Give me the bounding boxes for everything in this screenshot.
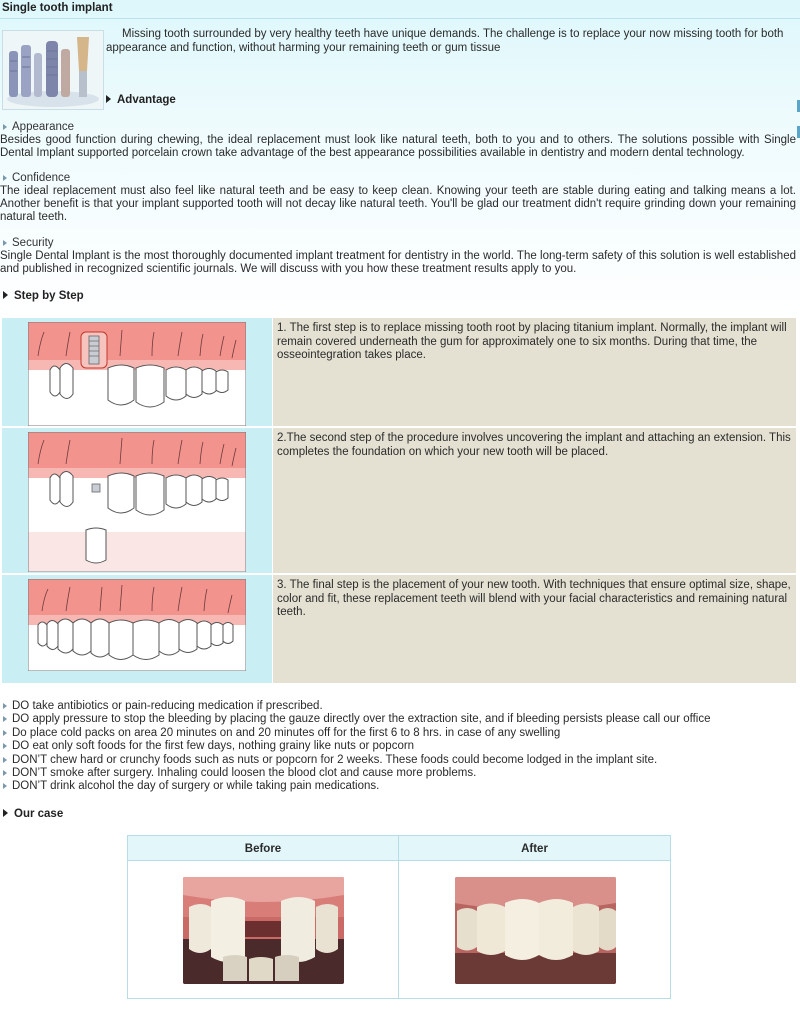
page-title: Single tooth implant bbox=[2, 2, 113, 14]
triangle-bullet-icon bbox=[106, 95, 111, 103]
triangle-bullet-icon bbox=[3, 716, 7, 722]
step-3-text: 3. The final step is the placement of your new tooth. With techniques that ensure optimal size, shape, color and fit, these replacement teeth will blend with your facial characteristics and remaining natural teeth. bbox=[273, 575, 796, 683]
list-item: DON’T chew hard or crunchy foods such as nuts or popcorn for 2 weeks. These foods could become lodged in the implant site. bbox=[3, 754, 711, 767]
before-after-table bbox=[127, 835, 671, 999]
implant-thumbnail bbox=[2, 30, 104, 110]
implant-illustration-icon bbox=[3, 31, 103, 109]
security-text: Single Dental Implant is the most thoroughly documented implant treatment for dentistry in the world. The long-term safety of this solution is well established and published in recognized scientific journals. We will discuss with you how these treatment results apply to you. bbox=[0, 250, 796, 276]
step-2-image bbox=[2, 428, 272, 573]
list-item: DON’T drink alcohol the day of surgery or while taking pain medications. bbox=[3, 780, 711, 793]
step-1-image bbox=[2, 318, 272, 426]
triangle-bullet-icon bbox=[3, 240, 7, 246]
triangle-bullet-icon bbox=[3, 757, 7, 763]
triangle-bullet-icon bbox=[3, 809, 8, 817]
triangle-bullet-icon bbox=[3, 703, 7, 709]
before-photo bbox=[183, 877, 344, 984]
after-photo bbox=[455, 877, 616, 984]
step-1-text: 1. The first step is to replace missing tooth root by placing titanium implant. Normally, the implant will remain covered underneath the gum for approximately one to six months. During that time, the osseointegration takes place. bbox=[273, 318, 796, 426]
before-column-header: Before bbox=[128, 836, 398, 861]
step-row-2 bbox=[2, 428, 797, 573]
after-column-header: After bbox=[399, 836, 670, 861]
security-heading: Security bbox=[3, 237, 54, 249]
appearance-text: Besides good function during chewing, the ideal replacement must look like natural teeth, both to you and to others. The solutions possible with Single Dental Implant supported porcelain crown take advantage of the best appearance possibilities available in dentistry and modern dental technology. bbox=[0, 134, 796, 160]
triangle-bullet-icon bbox=[3, 730, 7, 736]
triangle-bullet-icon bbox=[3, 175, 7, 181]
tooth-extension-diagram-icon bbox=[28, 432, 246, 572]
step-3-image bbox=[2, 575, 272, 683]
step-row-3 bbox=[2, 575, 797, 683]
triangle-bullet-icon bbox=[3, 770, 7, 776]
tooth-crown-diagram-icon bbox=[28, 579, 246, 671]
advantage-heading: Advantage bbox=[106, 94, 176, 106]
column-divider bbox=[398, 836, 399, 998]
our-case-heading: Our case bbox=[3, 808, 63, 820]
step-by-step-heading: Step by Step bbox=[3, 290, 84, 302]
triangle-bullet-icon bbox=[3, 124, 7, 130]
appearance-heading: Appearance bbox=[3, 121, 74, 133]
list-item: DO apply pressure to stop the bleeding by placing the gauze directly over the extraction site, and if bleeding persists please call our office bbox=[3, 713, 711, 726]
triangle-bullet-icon bbox=[3, 783, 7, 789]
step-2-text: 2.The second step of the procedure involves uncovering the implant and attaching an extension. This completes the foundation on which your new tooth will be placed. bbox=[273, 428, 796, 573]
title-bar bbox=[0, 0, 800, 19]
after-teeth-photo-icon bbox=[455, 877, 616, 984]
list-item: DON’T smoke after surgery. Inhaling could loosen the blood clot and cause more problems. bbox=[3, 767, 711, 780]
tooth-implant-diagram-icon bbox=[28, 322, 246, 426]
triangle-bullet-icon bbox=[3, 291, 8, 299]
list-item: DO eat only soft foods for the first few days, nothing grainy like nuts or popcorn bbox=[3, 740, 711, 753]
confidence-heading: Confidence bbox=[3, 172, 70, 184]
intro-text: Missing tooth surrounded by very healthy teeth have unique demands. The challenge is to replace your now missing tooth for both appearance and function, without harming your remaining teeth or gum tissue bbox=[106, 28, 784, 54]
triangle-bullet-icon bbox=[3, 743, 7, 749]
list-item: DO take antibiotics or pain-reducing medication if prescribed. bbox=[3, 700, 711, 713]
before-teeth-photo-icon bbox=[183, 877, 344, 984]
list-item: Do place cold packs on area 20 minutes on and 20 minutes off for the first 6 to 8 hrs. in case of any swelling bbox=[3, 727, 711, 740]
aftercare-tips-list bbox=[3, 700, 711, 794]
confidence-text: The ideal replacement must also feel like natural teeth and be easy to keep clean. Knowing your teeth are stable during eating and talking means a lot. Another benefit is that your implant supported tooth will not decay like natural teeth. You'll be glad our treatment didn't require grinding down your remaining natural teeth. bbox=[0, 185, 796, 224]
step-row-1 bbox=[2, 318, 797, 426]
